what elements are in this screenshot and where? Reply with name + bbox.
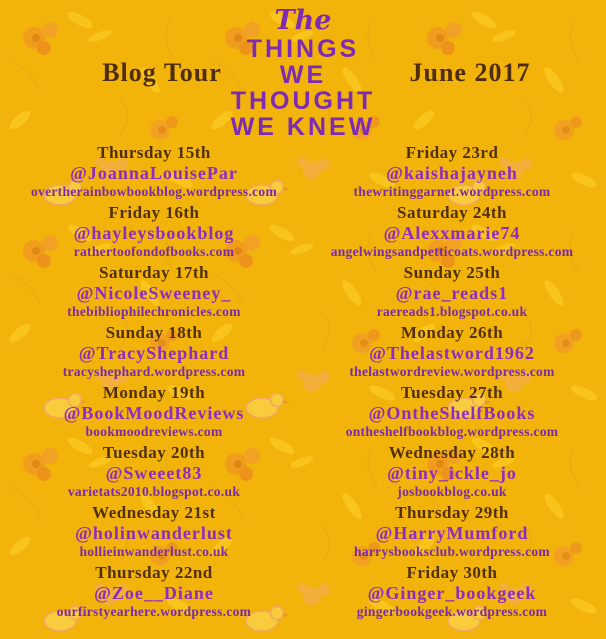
stop-blog-url: josbookblog.co.uk bbox=[397, 484, 507, 499]
stop-twitter-handle: @BookMoodReviews bbox=[63, 403, 245, 423]
stop-date: Thursday 29th bbox=[395, 503, 509, 522]
stop-twitter-handle: @kaishajayneh bbox=[386, 163, 518, 183]
book-title bbox=[223, 6, 383, 140]
stop-date: Thursday 15th bbox=[97, 143, 211, 162]
stop-twitter-handle: @Ginger_bookgeek bbox=[367, 583, 537, 603]
stop-date: Friday 16th bbox=[108, 203, 200, 222]
month-label: June 2017 bbox=[409, 58, 531, 87]
stop-date: Monday 19th bbox=[102, 383, 206, 402]
blog-tour-label: Blog Tour bbox=[102, 58, 222, 87]
stop-blog-url: thelastwordreview.wordpress.com bbox=[349, 364, 555, 379]
tour-stop bbox=[304, 263, 600, 323]
stop-date: Wednesday 28th bbox=[388, 443, 516, 462]
stop-blog-url: ourfirstyearhere.wordpress.com bbox=[56, 604, 252, 619]
stop-twitter-handle: @holinwanderlust bbox=[75, 523, 233, 543]
tour-stop bbox=[6, 383, 302, 443]
stop-twitter-handle: @Zoe__Diane bbox=[94, 583, 214, 603]
stop-twitter-handle: @Alexxmarie74 bbox=[383, 223, 521, 243]
tour-stop bbox=[304, 563, 600, 623]
tour-stop bbox=[6, 503, 302, 563]
stop-twitter-handle: @Thelastword1962 bbox=[369, 343, 535, 363]
stop-date: Tuesday 27th bbox=[400, 383, 504, 402]
stop-blog-url: hollieinwanderlust.co.uk bbox=[79, 544, 229, 559]
book-title-line-3: THOUGHT bbox=[230, 87, 376, 115]
stop-blog-url: ontheshelfbookblog.wordpress.com bbox=[345, 424, 559, 439]
tour-stop bbox=[6, 263, 302, 323]
stop-twitter-handle: @OntheShelfBooks bbox=[368, 403, 536, 423]
stop-date: Wednesday 21st bbox=[92, 503, 216, 522]
tour-stop bbox=[304, 203, 600, 263]
stop-blog-url: gingerbookgeek.wordpress.com bbox=[356, 604, 548, 619]
stop-blog-url: varietats2010.blogspot.co.uk bbox=[67, 484, 241, 499]
stop-blog-url: rathertoofondofbooks.com bbox=[73, 244, 235, 259]
stop-date: Friday 23rd bbox=[405, 143, 499, 162]
schedule-column-right bbox=[304, 143, 600, 623]
stop-twitter-handle: @TracyShephard bbox=[78, 343, 230, 363]
stop-blog-url: thebibliophilechronicles.com bbox=[67, 304, 241, 319]
stop-twitter-handle: @rae_reads1 bbox=[395, 283, 509, 303]
stop-twitter-handle: @Sweeet83 bbox=[105, 463, 203, 483]
stop-blog-url: overtherainbowbookblog.wordpress.com bbox=[30, 184, 278, 199]
tour-stop bbox=[304, 323, 600, 383]
book-title-line-4: WE KNEW bbox=[230, 113, 376, 141]
stop-blog-url: bookmoodreviews.com bbox=[85, 424, 223, 439]
tour-stop bbox=[6, 443, 302, 503]
tour-stop bbox=[304, 443, 600, 503]
book-title-line-1: THINGS bbox=[246, 35, 360, 63]
stop-blog-url: thewritinggarnet.wordpress.com bbox=[353, 184, 551, 199]
schedule-column-left bbox=[6, 143, 302, 623]
stop-twitter-handle: @HarryMumford bbox=[375, 523, 529, 543]
tour-stop bbox=[304, 383, 600, 443]
stop-date: Sunday 25th bbox=[403, 263, 501, 282]
stop-blog-url: angelwingsandpetticoats.wordpress.com bbox=[330, 244, 574, 259]
book-title-the: The bbox=[274, 5, 332, 36]
stop-date: Saturday 24th bbox=[397, 203, 507, 222]
stop-blog-url: tracyshephard.wordpress.com bbox=[62, 364, 246, 379]
tour-stop bbox=[6, 563, 302, 623]
tour-stop bbox=[6, 143, 302, 203]
stop-date: Friday 30th bbox=[406, 563, 498, 582]
stop-twitter-handle: @NicoleSweeney_ bbox=[76, 283, 232, 303]
tour-stop bbox=[6, 203, 302, 263]
book-title-line-2: WE bbox=[279, 61, 327, 89]
stop-twitter-handle: @hayleysbookblog bbox=[73, 223, 235, 243]
stop-date: Monday 26th bbox=[400, 323, 504, 342]
stop-blog-url: harrysbooksclub.wordpress.com bbox=[354, 544, 550, 559]
tour-stop bbox=[304, 143, 600, 203]
tour-stop bbox=[304, 503, 600, 563]
stop-date: Thursday 22nd bbox=[95, 563, 213, 582]
tour-stop bbox=[6, 323, 302, 383]
stop-date: Tuesday 20th bbox=[102, 443, 206, 462]
stop-twitter-handle: @tiny_ickle_jo bbox=[387, 463, 517, 483]
stop-twitter-handle: @JoannaLouisePar bbox=[70, 163, 238, 183]
stop-blog-url: raereads1.blogspot.co.uk bbox=[376, 304, 528, 319]
stop-date: Sunday 18th bbox=[105, 323, 203, 342]
stop-date: Saturday 17th bbox=[99, 263, 209, 282]
